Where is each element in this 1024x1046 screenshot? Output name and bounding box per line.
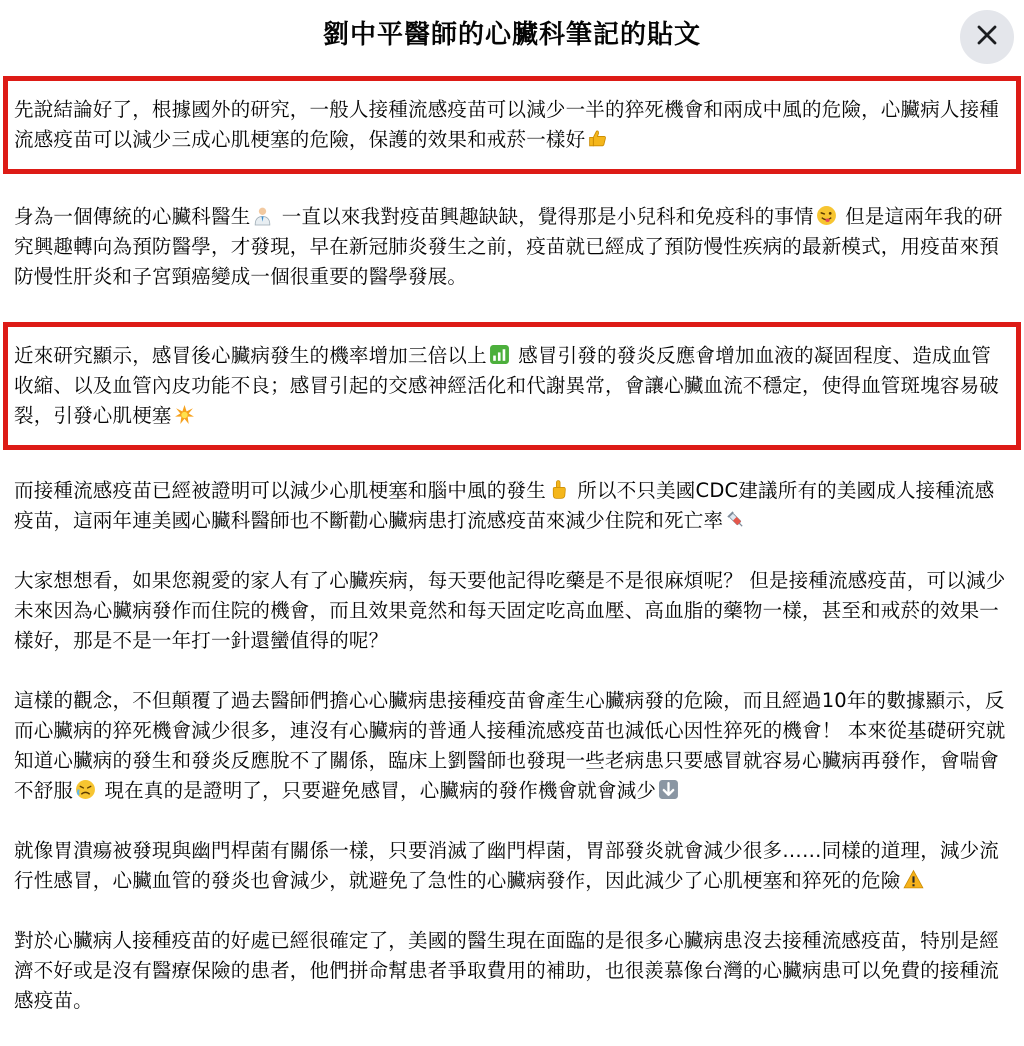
close-icon <box>975 23 999 51</box>
page-title: 劉中平醫師的心臟科筆記的貼文 <box>322 20 701 50</box>
post-body <box>0 76 1024 1046</box>
sick-face-icon <box>75 779 96 800</box>
paragraph-family <box>0 566 1024 656</box>
paragraph-conclusion <box>0 926 1024 1016</box>
paragraph-text: 所以不只美國CDC建議所有的美國成人接種流感疫苗，這兩年連美國心臟科醫師也不斷勸心臟病患打流感疫苗來減少住院和死亡率 <box>14 479 995 532</box>
winking-tongue-face-icon <box>816 205 837 226</box>
paragraph-text: 對於心臟病人接種疫苗的好處已經很確定了，美國的醫生現在面臨的是很多心臟病患沒去接種流感疫苗，特別是經濟不好或是沒有醫療保險的患者，他們拼命幫患者爭取費用的補助，也很羨慕像台灣的心臟病患可以免費的接種流感疫苗。 <box>14 929 1000 1012</box>
explosion-icon <box>174 404 195 425</box>
paragraph-text: 現在真的是證明了，只要避免感冒，心臟病的發作機會就會減少 <box>98 779 657 802</box>
bar-chart-icon <box>489 344 510 365</box>
pointing-up-icon <box>548 479 569 500</box>
paragraph-text: 感冒引發的發炎反應會增加血液的凝固程度、造成血管收縮、以及血管內皮功能不良；感冒引起的交感神經活化和代謝異常，會讓心臟血流不穩定，使得血管斑塊容易破裂，引發心肌梗塞 <box>14 344 1000 427</box>
paragraph-text: 但是這兩年我的研究興趣轉向為預防醫學，才發現，早在新冠肺炎發生之前，疫苗就已經成了預防慢性疾病的最新模式，用疫苗來預防慢性肝炎和子宮頸癌變成一個很重要的醫學發展。 <box>14 205 1003 288</box>
close-button[interactable] <box>960 10 1014 64</box>
paragraph-background <box>0 202 1024 292</box>
paragraph-text: 就像胃潰瘍被發現與幽門桿菌有關係一樣，只要消滅了幽門桿菌，胃部發炎就會減少很多……同樣的道理，減少流行性感冒，心臟血管的發炎也會減少，就避免了急性的心臟病發作，因此減少了心肌梗塞和猝死的危險 <box>14 839 1000 892</box>
paragraph-text: 大家想想看，如果您親愛的家人有了心臟疾病，每天要他記得吃藥是不是很麻煩呢？ 但是接種流感疫苗，可以減少未來因為心臟病發作而住院的機會，而且效果竟然和每天固定吃高血壓、高血脂的藥物一樣，甚至和戒菸的效果一樣好，那是不是一年打一針還蠻值得的呢？ <box>14 569 1006 652</box>
highlighted-paragraph-conclusion <box>3 76 1021 174</box>
doctor-icon <box>252 205 273 226</box>
paragraph-text: 這樣的觀念，不但顛覆了過去醫師們擔心心臟病患接種疫苗會產生心臟病發的危險，而且經過10年的數據顯示，反而心臟病的猝死機會減少很多，連沒有心臟病的普通人接種流感疫苗也減低心因性猝死的機會！ 本來從基礎研究就知道心臟病的發生和發炎反應脫不了關係，臨床上劉醫師也發現一些老病患只要感冒就容易心臟病再發作，會喘會不舒服 <box>14 689 1006 802</box>
syringe-icon <box>725 509 746 530</box>
paragraph-text: 近來研究顯示，感冒後心臟病發生的機率增加三倍以上 <box>14 344 487 367</box>
paragraph-text: 一直以來我對疫苗興趣缺缺，覺得那是小兒科和免疫科的事情 <box>275 205 814 228</box>
thumbs-up-icon <box>587 128 608 149</box>
warning-icon <box>903 869 924 890</box>
paragraph-cdc <box>0 476 1024 536</box>
highlighted-paragraph-research <box>3 322 1021 450</box>
post-dialog-header <box>0 0 1024 72</box>
paragraph-analogy <box>0 836 1024 896</box>
down-arrow-icon <box>658 779 679 800</box>
paragraph-text: 先說結論好了，根據國外的研究，一般人接種流感疫苗可以減少一半的猝死機會和兩成中風的危險，心臟病人接種流感疫苗可以減少三成心肌梗塞的危險，保護的效果和戒菸一樣好 <box>14 98 1000 151</box>
paragraph-text: 身為一個傳統的心臟科醫生 <box>14 205 251 228</box>
paragraph-text: 而接種流感疫苗已經被證明可以減少心肌梗塞和腦中風的發生 <box>14 479 546 502</box>
paragraph-concept <box>0 686 1024 806</box>
